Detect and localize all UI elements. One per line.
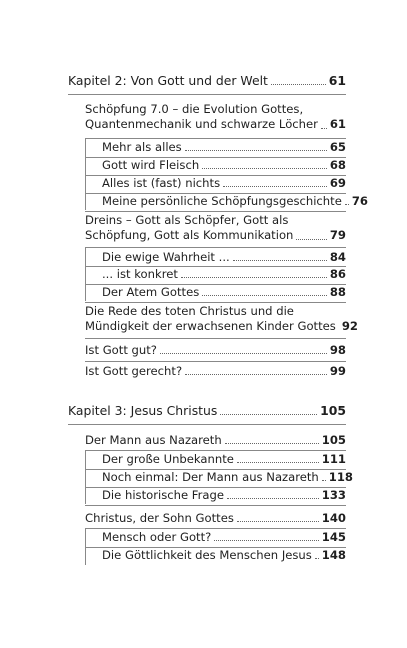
- subsection-title: Alles ist (fast) nichts: [102, 176, 221, 190]
- leader-dots: [315, 558, 319, 559]
- section-dreins[interactable]: [85, 213, 346, 243]
- section-rule: [85, 302, 346, 303]
- leader-dots: [233, 260, 327, 261]
- subsection-title: Mensch oder Gott?: [102, 530, 212, 544]
- section-rule: [85, 138, 346, 139]
- section-entry[interactable]: [85, 364, 346, 378]
- leader-dots: [271, 84, 326, 85]
- subsection-page: 65: [329, 140, 346, 154]
- section-entry[interactable]: [85, 511, 346, 525]
- subsection-page: 133: [321, 488, 346, 502]
- section-rule: [85, 338, 346, 339]
- leader-dots: [322, 480, 326, 481]
- subsection-title: Noch einmal: Der Mann aus Nazareth: [102, 470, 319, 484]
- leader-dots: [181, 277, 327, 278]
- subsection-entry[interactable]: [102, 530, 346, 544]
- leader-dots: [160, 353, 327, 354]
- leader-dots: [202, 168, 327, 169]
- section-rule: [85, 528, 346, 529]
- subsection-page: 145: [321, 530, 346, 544]
- chapter-2-page: 61: [328, 73, 346, 88]
- section-entry[interactable]: [85, 343, 346, 357]
- section-title: Ist Gott gut?: [85, 343, 157, 357]
- subsection-bar: [85, 138, 86, 210]
- leader-dots: [185, 374, 327, 375]
- leader-dots: [223, 186, 327, 187]
- chapter-3-page: 105: [320, 403, 346, 418]
- subsection-entry[interactable]: [102, 452, 346, 466]
- chapter-2-title: Kapitel 2: Von Gott und der Welt: [68, 73, 268, 88]
- leader-dots: [214, 540, 319, 541]
- subsection-entry[interactable]: [102, 267, 346, 281]
- section-title-line1: Schöpfung 7.0 – die Evolution Gottes,: [85, 102, 304, 116]
- subsection-entry[interactable]: [102, 140, 346, 154]
- subsection-page: 111: [321, 452, 346, 466]
- subsection-title: Die historische Frage: [102, 488, 224, 502]
- subsection-title: Die ewige Wahrheit ...: [102, 250, 230, 264]
- section-title: Der Mann aus Nazareth: [85, 433, 222, 447]
- leader-dots: [237, 521, 319, 522]
- leader-dots: [185, 150, 327, 151]
- leader-dots: [237, 462, 319, 463]
- leader-dots: [220, 414, 317, 415]
- subsection-entry[interactable]: [102, 285, 346, 299]
- section-page: 99: [329, 364, 346, 378]
- section-title-line2: Schöpfung, Gott als Kommunikation: [85, 228, 294, 242]
- section-page: 92: [341, 319, 358, 333]
- subsection-entry[interactable]: [102, 158, 346, 172]
- subsection-page: 86: [329, 267, 346, 281]
- subsection-entry[interactable]: [102, 250, 346, 264]
- subsection-entry[interactable]: [102, 488, 346, 502]
- chapter-2-rule: [68, 94, 346, 95]
- chapter-2-entry[interactable]: [68, 74, 346, 88]
- subsection-title: Die Göttlichkeit des Menschen Jesus: [102, 548, 312, 562]
- subsection-title: Der große Unbekannte: [102, 452, 234, 466]
- subsection-page: 148: [321, 548, 346, 562]
- subsection-bar: [85, 247, 86, 301]
- section-entry[interactable]: [85, 433, 346, 447]
- subsection-bar: [85, 450, 86, 504]
- subsection-page: 84: [329, 250, 346, 264]
- section-title-line1: Dreins – Gott als Schöpfer, Gott als: [85, 213, 289, 227]
- subsection-entry[interactable]: [102, 176, 346, 190]
- leader-dots: [202, 295, 327, 296]
- subsection-page: 68: [329, 158, 346, 172]
- leader-dots: [345, 204, 349, 205]
- subsection-entry[interactable]: [102, 194, 368, 208]
- section-title: Christus, der Sohn Gottes: [85, 511, 234, 525]
- subsection-title: Meine persönliche Schöpfungsgeschichte: [102, 194, 342, 208]
- leader-dots: [225, 443, 319, 444]
- section-rule: [85, 361, 346, 362]
- subsection-page: 69: [329, 176, 346, 190]
- subsection-page: 118: [328, 470, 353, 484]
- section-title-line1: Die Rede des toten Christus und die: [85, 304, 294, 318]
- subsection-rule: [85, 211, 346, 212]
- section-title-line2: Mündigkeit der erwachsenen Kinder Gottes: [85, 319, 336, 333]
- subsection-page: 76: [351, 194, 368, 208]
- subsection-page: 88: [329, 285, 346, 299]
- section-page: 79: [329, 228, 346, 242]
- chapter-3-title: Kapitel 3: Jesus Christus: [68, 403, 218, 418]
- section-page: 140: [321, 511, 346, 525]
- section-rede[interactable]: [85, 304, 358, 334]
- subsection-title: Mehr als alles: [102, 140, 182, 154]
- subsection-entry[interactable]: [102, 470, 353, 484]
- subsection-title: Gott wird Fleisch: [102, 158, 200, 172]
- section-schoepfung[interactable]: [85, 102, 346, 132]
- leader-dots: [321, 128, 327, 129]
- chapter-3-entry[interactable]: [68, 404, 346, 418]
- chapter-3-rule: [68, 424, 346, 425]
- section-rule: [85, 450, 346, 451]
- subsection-title: ... ist konkret: [102, 267, 178, 281]
- section-page: 105: [321, 433, 346, 447]
- section-title-line2: Quantenmechanik und schwarze Löcher: [85, 117, 318, 131]
- subsection-title: Der Atem Gottes: [102, 285, 200, 299]
- subsection-entry[interactable]: [102, 548, 346, 562]
- section-page: 61: [329, 117, 346, 131]
- leader-dots: [296, 239, 326, 240]
- section-title: Ist Gott gerecht?: [85, 364, 183, 378]
- section-rule: [85, 247, 346, 248]
- leader-dots: [227, 498, 319, 499]
- section-page: 98: [329, 343, 346, 357]
- section-rule: [85, 505, 346, 506]
